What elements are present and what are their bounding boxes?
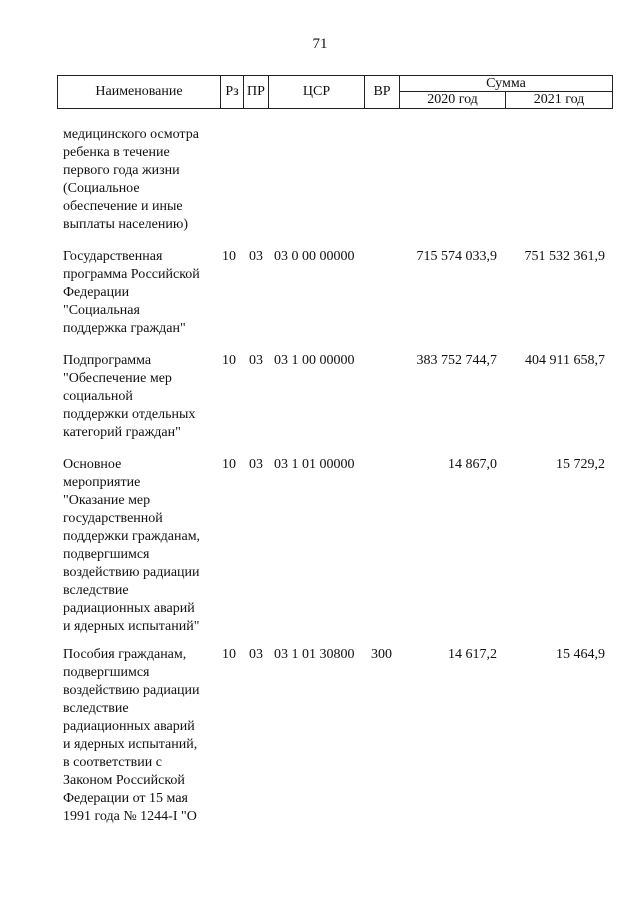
header-sum: Сумма <box>486 75 526 91</box>
row-name-line: Государственная <box>63 249 163 264</box>
header-rz: Рз <box>225 84 239 99</box>
row-name-line: программа Российской <box>63 267 200 282</box>
row-name-line: первого года жизни <box>63 163 180 178</box>
row-pr: 03 <box>249 647 263 662</box>
row-rz: 10 <box>222 249 236 264</box>
row-name-line: подвергшимся <box>63 665 150 680</box>
row-name <box>63 352 223 442</box>
row-pr: 03 <box>249 249 263 264</box>
header-csr: ЦСР <box>302 84 331 99</box>
row-name-line: мероприятие <box>63 475 141 490</box>
row-name-line: вследствие <box>63 701 129 716</box>
row-rz: 10 <box>222 647 236 662</box>
row-rz: 10 <box>222 457 236 472</box>
row-name-line: поддержка граждан" <box>63 321 186 336</box>
row-pr: 03 <box>249 457 263 472</box>
row-name-line: Федерации <box>63 285 130 300</box>
row-sum-2021: 404 911 658,7 <box>525 353 605 368</box>
row-name-line: ребенка в течение <box>63 145 170 160</box>
row-sum-2020: 383 752 744,7 <box>416 353 497 368</box>
table-header <box>57 75 613 109</box>
row-name-line: медицинского осмотра <box>63 127 199 142</box>
row-vr: 300 <box>371 647 392 662</box>
row-csr: 03 1 01 30800 <box>274 647 355 662</box>
row-csr: 03 1 00 00000 <box>274 353 355 368</box>
row-sum-2021: 15 729,2 <box>556 457 605 472</box>
row-name-line: Законом Российской <box>63 773 185 788</box>
page-number: 71 <box>312 36 328 52</box>
row-sum-2020: 14 867,0 <box>448 457 497 472</box>
header-vr: ВР <box>373 84 391 99</box>
row-name-line: 1991 года № 1244-I "О <box>63 809 197 824</box>
row-name-line: "Социальная <box>63 303 140 318</box>
row-name <box>63 456 223 636</box>
row-name <box>63 248 223 338</box>
row-name-line: в соответствии с <box>63 755 162 770</box>
row-name-line: категорий граждан" <box>63 425 181 440</box>
row-name <box>63 126 223 234</box>
row-name-line: воздействию радиации <box>63 565 200 580</box>
row-name-line: радиационных аварий <box>63 601 195 616</box>
row-name-line: поддержки отдельных <box>63 407 196 422</box>
row-sum-2020: 14 617,2 <box>448 647 497 662</box>
row-pr: 03 <box>249 353 263 368</box>
row-name-line: Пособия гражданам, <box>63 647 187 662</box>
row-name-line: Федерации от 15 мая <box>63 791 188 806</box>
row-sum-2020: 715 574 033,9 <box>416 249 497 264</box>
row-name-line: "Оказание мер <box>63 493 151 508</box>
row-name-line: государственной <box>63 511 163 526</box>
row-name-line: и ядерных испытаний, <box>63 737 198 752</box>
row-name-line: поддержки гражданам, <box>63 529 201 544</box>
row-csr: 03 0 00 00000 <box>274 249 355 264</box>
row-name-line: обеспечение и иные <box>63 199 183 214</box>
row-name-line: "Обеспечение мер <box>63 371 172 386</box>
header-year-2020: 2020 год <box>427 92 478 107</box>
row-name-line: радиационных аварий <box>63 719 195 734</box>
row-name-line: подвергшимся <box>63 547 150 562</box>
row-csr: 03 1 01 00000 <box>274 457 355 472</box>
header-year-2021: 2021 год <box>533 92 585 107</box>
row-name-line: (Социальное <box>63 181 140 196</box>
header-name: Наименование <box>95 84 183 99</box>
row-name-line: Подпрограмма <box>63 353 152 368</box>
row-sum-2021: 751 532 361,9 <box>524 249 605 264</box>
row-sum-2021: 15 464,9 <box>556 647 605 662</box>
row-rz: 10 <box>222 353 236 368</box>
row-name-line: Основное <box>63 457 122 472</box>
row-name <box>63 646 223 826</box>
row-name-line: воздействию радиации <box>63 683 200 698</box>
row-name-line: и ядерных испытаний" <box>63 619 200 634</box>
header-pr: ПР <box>247 84 265 99</box>
row-name-line: выплаты населению) <box>63 217 188 232</box>
row-name-line: социальной <box>63 389 133 404</box>
row-name-line: вследствие <box>63 583 129 598</box>
